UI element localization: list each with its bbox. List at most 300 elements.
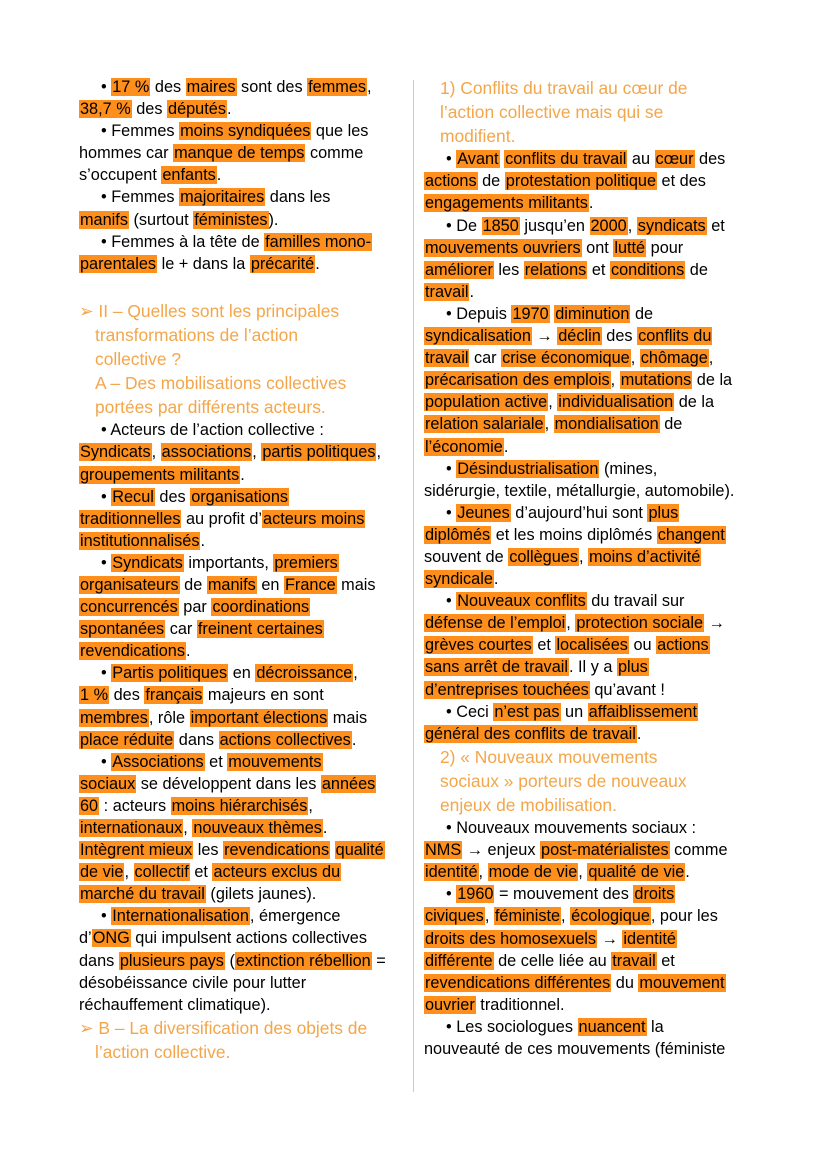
highlighted-text: syndicalisation <box>425 327 531 346</box>
highlighted-text: internationaux <box>80 819 183 837</box>
text-segment: des <box>694 150 726 169</box>
text-segment: , <box>252 443 262 462</box>
text-segment: et les moins diplômés <box>491 525 657 544</box>
highlighted-text: groupements militants <box>80 465 240 484</box>
text-segment: , <box>124 863 134 882</box>
section-heading-line <box>424 124 754 148</box>
text-segment: • <box>446 503 457 522</box>
text-segment: • Femmes <box>101 122 180 141</box>
text-segment: , <box>578 863 588 882</box>
highlighted-text: écologique <box>571 907 650 926</box>
text-segment: jusqu’en <box>519 216 590 235</box>
highlighted-text: mouvements ouvriers <box>425 238 581 257</box>
highlighted-text: freinent certaines <box>197 620 323 639</box>
text-line <box>79 574 401 596</box>
text-segment: hommes car <box>79 144 174 163</box>
text-segment: → enjeux <box>462 841 541 860</box>
text-segment: ➢ II – Quelles sont les principales <box>79 300 340 321</box>
text-segment: , <box>627 216 637 235</box>
highlighted-text: qualité <box>335 841 384 860</box>
section-heading-line <box>424 76 754 100</box>
text-segment: mais <box>336 575 376 594</box>
text-line <box>424 524 754 546</box>
text-segment: réchauffement climatique). <box>79 995 271 1014</box>
text-line <box>424 723 754 745</box>
text-segment: • Femmes à la tête de <box>101 232 265 251</box>
text-segment: , <box>544 415 554 434</box>
highlighted-text: femmes <box>308 78 367 96</box>
highlighted-text: mutations <box>620 371 692 390</box>
highlighted-text: précarité <box>250 254 315 273</box>
highlighted-text: sociaux <box>80 774 136 793</box>
text-segment: ). <box>268 210 279 229</box>
text-segment: sociaux » porteurs de nouveaux <box>440 770 687 791</box>
highlighted-text: manifs <box>207 575 256 594</box>
text-segment: transformations de l’action <box>95 324 298 345</box>
text-segment: • <box>101 752 112 771</box>
section-heading-line <box>424 100 754 124</box>
text-segment: • <box>101 553 112 572</box>
highlighted-text: important élections <box>190 708 328 727</box>
highlighted-text: acteurs exclus du <box>213 863 341 882</box>
text-segment: l’action collective. <box>95 1041 231 1062</box>
highlighted-text: revendications différentes <box>425 973 611 992</box>
text-segment: dans les <box>265 188 331 207</box>
text-line <box>424 325 754 347</box>
text-segment: et <box>587 260 610 279</box>
highlighted-text: chômage <box>640 349 708 368</box>
highlighted-text: conditions <box>610 260 685 279</box>
text-line <box>79 596 401 618</box>
highlighted-text: actions <box>425 172 477 191</box>
highlighted-text: Partis politiques <box>112 664 228 683</box>
highlighted-text: NMS <box>425 841 462 860</box>
text-line <box>424 237 754 259</box>
text-segment: et <box>706 216 725 235</box>
highlighted-text: défense de l’emploi <box>425 614 566 633</box>
highlighted-text: décroissance <box>256 664 353 683</box>
highlighted-text: familles mono- <box>265 232 372 251</box>
highlighted-text: post-matérialistes <box>541 841 669 860</box>
text-line <box>424 817 754 839</box>
text-segment: ont <box>581 238 614 257</box>
highlighted-text: plus <box>617 658 648 677</box>
highlighted-text: déclin <box>558 327 601 346</box>
highlighted-text: ONG <box>92 929 130 948</box>
highlighted-text: qualité de vie <box>588 863 685 882</box>
text-segment: • Femmes <box>101 188 180 207</box>
text-line <box>79 186 401 208</box>
text-segment: s’occupent <box>79 166 162 185</box>
text-segment: . <box>200 531 205 550</box>
text-segment: qu’avant ! <box>589 680 665 699</box>
text-segment: mais <box>328 708 368 727</box>
text-segment: en <box>256 575 284 594</box>
text-segment: de la <box>692 371 733 390</box>
text-segment: . Il y a <box>568 658 617 677</box>
highlighted-text: population active <box>425 393 548 412</box>
highlighted-text: Associations <box>112 752 204 771</box>
text-segment: des <box>601 327 638 346</box>
text-line <box>424 1038 754 1060</box>
highlighted-text: plusieurs pays <box>119 951 224 970</box>
text-segment: . <box>503 437 509 456</box>
text-segment: de celle liée au <box>493 951 612 970</box>
highlighted-text: grèves courtes <box>425 636 532 655</box>
text-line <box>79 486 401 508</box>
highlighted-text: syndicale <box>425 570 493 589</box>
highlighted-text: civiques <box>425 907 484 926</box>
text-line <box>79 839 401 861</box>
highlighted-text: moins d’activité <box>589 547 701 566</box>
text-segment: le + dans la <box>157 254 250 273</box>
text-segment: = <box>371 951 386 970</box>
text-line <box>79 441 401 463</box>
highlighted-text: crise économique <box>502 349 630 368</box>
highlighted-text: 60 <box>80 796 99 815</box>
highlighted-text: institutionnalisés <box>80 531 200 550</box>
text-segment: 1) Conflits du travail au cœur de <box>440 78 688 98</box>
text-segment: qui impulsent actions collectives <box>130 929 367 948</box>
text-segment: . <box>685 863 690 882</box>
text-line <box>424 148 754 170</box>
highlighted-text: Recul <box>112 487 154 506</box>
text-line <box>424 458 754 480</box>
highlighted-text: affaiblissement <box>588 702 697 721</box>
text-segment: du travail sur <box>586 592 685 611</box>
highlighted-text: revendications <box>80 642 185 661</box>
text-segment: → <box>531 327 558 346</box>
text-line <box>79 927 401 949</box>
text-segment: , <box>610 371 620 390</box>
text-segment: sidérurgie, textile, métallurgie, automobile). <box>424 481 735 500</box>
text-segment: un <box>560 702 588 721</box>
text-segment <box>330 841 335 859</box>
text-segment: en <box>228 664 256 683</box>
text-line <box>424 303 754 325</box>
highlighted-text: conflits du <box>638 327 712 346</box>
highlighted-text: place réduite <box>80 730 174 749</box>
text-line <box>424 546 754 568</box>
text-line <box>79 662 401 684</box>
text-segment: de <box>630 304 654 323</box>
highlighted-text: identité <box>425 863 478 882</box>
text-segment: ➢ B – La diversification des objets de <box>79 1017 368 1038</box>
highlighted-text: d’entreprises touchées <box>425 680 589 699</box>
text-segment: et <box>204 752 228 771</box>
text-segment: . <box>322 819 328 837</box>
text-line <box>424 170 754 192</box>
text-segment: d’ <box>79 929 92 948</box>
highlighted-text: collectif <box>134 863 189 882</box>
text-segment: portées par différents acteurs. <box>95 397 326 418</box>
text-line <box>79 729 401 751</box>
text-segment: . <box>186 642 191 661</box>
highlighted-text: actions collectives <box>219 730 351 749</box>
text-line <box>79 231 401 253</box>
text-line <box>79 640 401 662</box>
text-segment: . <box>469 282 474 301</box>
text-line <box>424 905 754 927</box>
highlighted-text: féministes <box>194 210 268 229</box>
highlighted-text: concurrencés <box>80 598 178 617</box>
highlighted-text: 2000 <box>590 216 627 235</box>
text-segment: • <box>101 487 112 506</box>
text-segment: et <box>656 951 675 970</box>
text-segment: traditionnel. <box>475 995 565 1014</box>
highlighted-text: députés <box>168 100 226 119</box>
text-segment: → <box>597 929 623 948</box>
highlighted-text: n’est pas <box>494 702 560 721</box>
text-segment: . <box>636 724 642 743</box>
text-line <box>79 817 401 839</box>
text-segment: , <box>578 547 589 566</box>
text-line <box>79 464 401 486</box>
highlighted-text: nuancent <box>578 1017 646 1036</box>
text-segment: • Les sociologues <box>446 1017 578 1036</box>
text-segment: , <box>183 819 193 837</box>
text-line <box>79 707 401 729</box>
text-segment: car <box>469 349 502 368</box>
highlighted-text: droits <box>634 885 675 904</box>
text-segment: comme <box>305 144 364 163</box>
text-line <box>424 502 754 524</box>
highlighted-text: acteurs moins <box>263 509 365 528</box>
text-segment: pour <box>646 238 684 257</box>
highlighted-text: organisateurs <box>80 575 179 594</box>
highlighted-text: 1850 <box>482 216 519 235</box>
text-segment: , <box>478 863 488 882</box>
highlighted-text: manque de temps <box>174 144 305 163</box>
text-segment: des <box>154 487 191 506</box>
text-segment: de <box>685 260 708 279</box>
highlighted-text: majoritaires <box>180 188 265 207</box>
text-segment: ou <box>628 636 657 655</box>
highlighted-text: localisées <box>556 636 628 655</box>
text-segment: : acteurs <box>99 796 171 815</box>
text-segment: • De <box>446 216 482 235</box>
highlighted-text: Avant <box>457 150 499 169</box>
text-line <box>79 209 401 231</box>
text-line <box>424 413 754 435</box>
text-line <box>424 656 754 678</box>
text-segment: des <box>131 100 168 119</box>
text-segment: modifient. <box>440 126 516 147</box>
text-line <box>424 839 754 861</box>
text-segment: , <box>630 349 640 368</box>
text-line <box>424 928 754 950</box>
highlighted-text: relations <box>524 260 587 279</box>
text-segment: au profit d’ <box>181 509 263 528</box>
highlighted-text: spontanées <box>80 620 165 639</box>
text-line <box>79 950 401 972</box>
section-heading-line <box>79 299 401 323</box>
text-segment: dans <box>79 951 119 970</box>
text-segment: • <box>446 592 457 611</box>
highlighted-text: actions <box>657 636 709 655</box>
highlighted-text: revendications <box>224 841 330 860</box>
spacer <box>79 275 401 299</box>
text-segment: → <box>704 614 725 633</box>
highlighted-text: mouvements <box>228 752 322 771</box>
text-segment: souvent de <box>424 547 509 566</box>
text-segment: , <box>367 78 372 96</box>
highlighted-text: individualisation <box>558 393 674 412</box>
text-segment: • Acteurs de l’action collective : <box>101 421 324 440</box>
text-line <box>79 684 401 706</box>
text-segment: . <box>493 570 499 589</box>
text-segment: la <box>646 1017 664 1036</box>
text-segment: de <box>659 415 683 434</box>
section-heading-line <box>424 745 754 769</box>
text-segment: les <box>193 841 224 860</box>
text-segment: • <box>101 78 112 96</box>
text-line <box>79 751 401 773</box>
text-line <box>79 508 401 530</box>
text-segment: enjeux de mobilisation. <box>440 795 617 815</box>
highlighted-text: plus <box>648 503 679 522</box>
text-line <box>424 972 754 994</box>
highlighted-text: protestation politique <box>505 172 657 191</box>
highlighted-text: 1970 <box>512 304 549 323</box>
highlighted-text: diplômés <box>425 525 491 544</box>
text-segment: , <box>561 907 571 926</box>
text-segment: de la <box>674 393 715 412</box>
text-segment: (mines, <box>599 459 658 478</box>
highlighted-text: travail <box>425 282 469 301</box>
text-segment: se développent dans les <box>136 774 321 793</box>
highlighted-text: cœur <box>655 150 694 169</box>
text-segment: , <box>566 614 576 633</box>
highlighted-text: extinction rébellion <box>235 951 371 970</box>
text-segment: par <box>178 598 212 617</box>
highlighted-text: France <box>284 575 336 594</box>
highlighted-text: travail <box>425 349 469 368</box>
text-segment: et des <box>657 172 706 191</box>
highlighted-text: 38,7 % <box>80 100 131 119</box>
highlighted-text: améliorer <box>425 260 493 279</box>
section-heading-line <box>79 347 401 371</box>
text-segment: . <box>588 194 594 213</box>
section-heading-line <box>424 769 754 793</box>
column-divider <box>413 80 414 1092</box>
text-segment: collective ? <box>95 349 182 370</box>
highlighted-text: collègues <box>509 547 578 566</box>
text-segment: . <box>216 166 222 185</box>
text-segment: que les <box>311 122 369 141</box>
highlighted-text: organisations <box>191 487 289 506</box>
text-segment: , émergence <box>249 907 341 926</box>
text-line <box>424 259 754 281</box>
highlighted-text: Désindustrialisation <box>457 459 599 478</box>
text-line <box>424 347 754 369</box>
text-line <box>79 972 401 994</box>
text-line <box>79 76 401 98</box>
text-line <box>424 281 754 303</box>
text-segment: et <box>189 863 213 882</box>
text-line <box>79 98 401 120</box>
highlighted-text: changent <box>657 525 725 544</box>
highlighted-text: général des conflits de travail <box>425 724 636 743</box>
text-segment: , <box>708 349 714 368</box>
text-segment: , <box>376 443 381 462</box>
text-segment: 2) « Nouveaux mouvements <box>440 746 658 767</box>
text-line <box>79 253 401 275</box>
text-segment: ( <box>224 951 235 970</box>
text-line <box>424 391 754 413</box>
text-segment: , <box>353 664 358 683</box>
highlighted-text: 1 % <box>80 686 109 705</box>
right-column <box>424 76 754 1060</box>
highlighted-text: nouveaux thèmes <box>193 819 322 837</box>
section-heading-line <box>79 323 401 347</box>
highlighted-text: traditionnelles <box>80 509 181 528</box>
text-line <box>424 634 754 656</box>
text-segment: , rôle <box>148 708 190 727</box>
text-segment: = mouvement des <box>494 885 634 904</box>
highlighted-text: engagements militants <box>425 194 588 213</box>
text-segment: . <box>240 465 245 484</box>
highlighted-text: enfants <box>162 166 216 185</box>
text-segment: A – Des mobilisations collectives <box>95 373 347 394</box>
text-line <box>79 795 401 817</box>
text-segment: d’aujourd’hui sont <box>510 503 648 522</box>
text-segment: et <box>532 636 556 655</box>
text-segment: majeurs en sont <box>203 686 324 705</box>
section-heading-line <box>424 793 754 817</box>
highlighted-text: l’économie <box>425 437 503 456</box>
highlighted-text: Syndicats <box>80 443 151 462</box>
highlighted-text: 1960 <box>457 885 494 904</box>
text-segment: les <box>493 260 524 279</box>
highlighted-text: parentales <box>80 254 157 273</box>
text-segment: • Ceci <box>446 702 494 721</box>
text-segment: sont des <box>236 78 308 96</box>
text-segment: , <box>308 796 313 815</box>
highlighted-text: moins syndiquées <box>180 122 311 141</box>
text-line <box>424 701 754 723</box>
highlighted-text: mode de vie <box>488 863 578 882</box>
highlighted-text: mondialisation <box>554 415 659 434</box>
text-segment: importants, <box>183 553 274 572</box>
text-line <box>424 590 754 612</box>
highlighted-text: droits des homosexuels <box>425 929 597 948</box>
section-heading-line <box>79 1040 401 1064</box>
highlighted-text: travail <box>612 951 656 970</box>
text-segment: . <box>315 254 320 273</box>
text-segment: • <box>446 150 457 169</box>
highlighted-text: associations <box>161 443 252 462</box>
text-segment: au <box>627 150 655 169</box>
highlighted-text: Nouveaux conflits <box>457 592 586 611</box>
highlighted-text: ouvrier <box>425 995 475 1014</box>
highlighted-text: relation salariale <box>425 415 544 434</box>
highlighted-text: Jeunes <box>457 503 510 522</box>
highlighted-text: années <box>321 774 376 793</box>
text-segment: l’action collective mais qui se <box>440 102 664 123</box>
highlighted-text: conflits du travail <box>505 150 627 169</box>
highlighted-text: sans arrêt de travail <box>425 658 568 677</box>
highlighted-text: français <box>145 686 203 705</box>
text-line <box>424 861 754 883</box>
highlighted-text: marché du travail <box>80 885 205 904</box>
text-segment: • <box>446 459 457 478</box>
text-line <box>424 950 754 972</box>
text-line <box>79 164 401 186</box>
highlighted-text: 17 % <box>112 78 150 96</box>
text-segment: de <box>179 575 207 594</box>
highlighted-text: féministe <box>494 907 561 926</box>
